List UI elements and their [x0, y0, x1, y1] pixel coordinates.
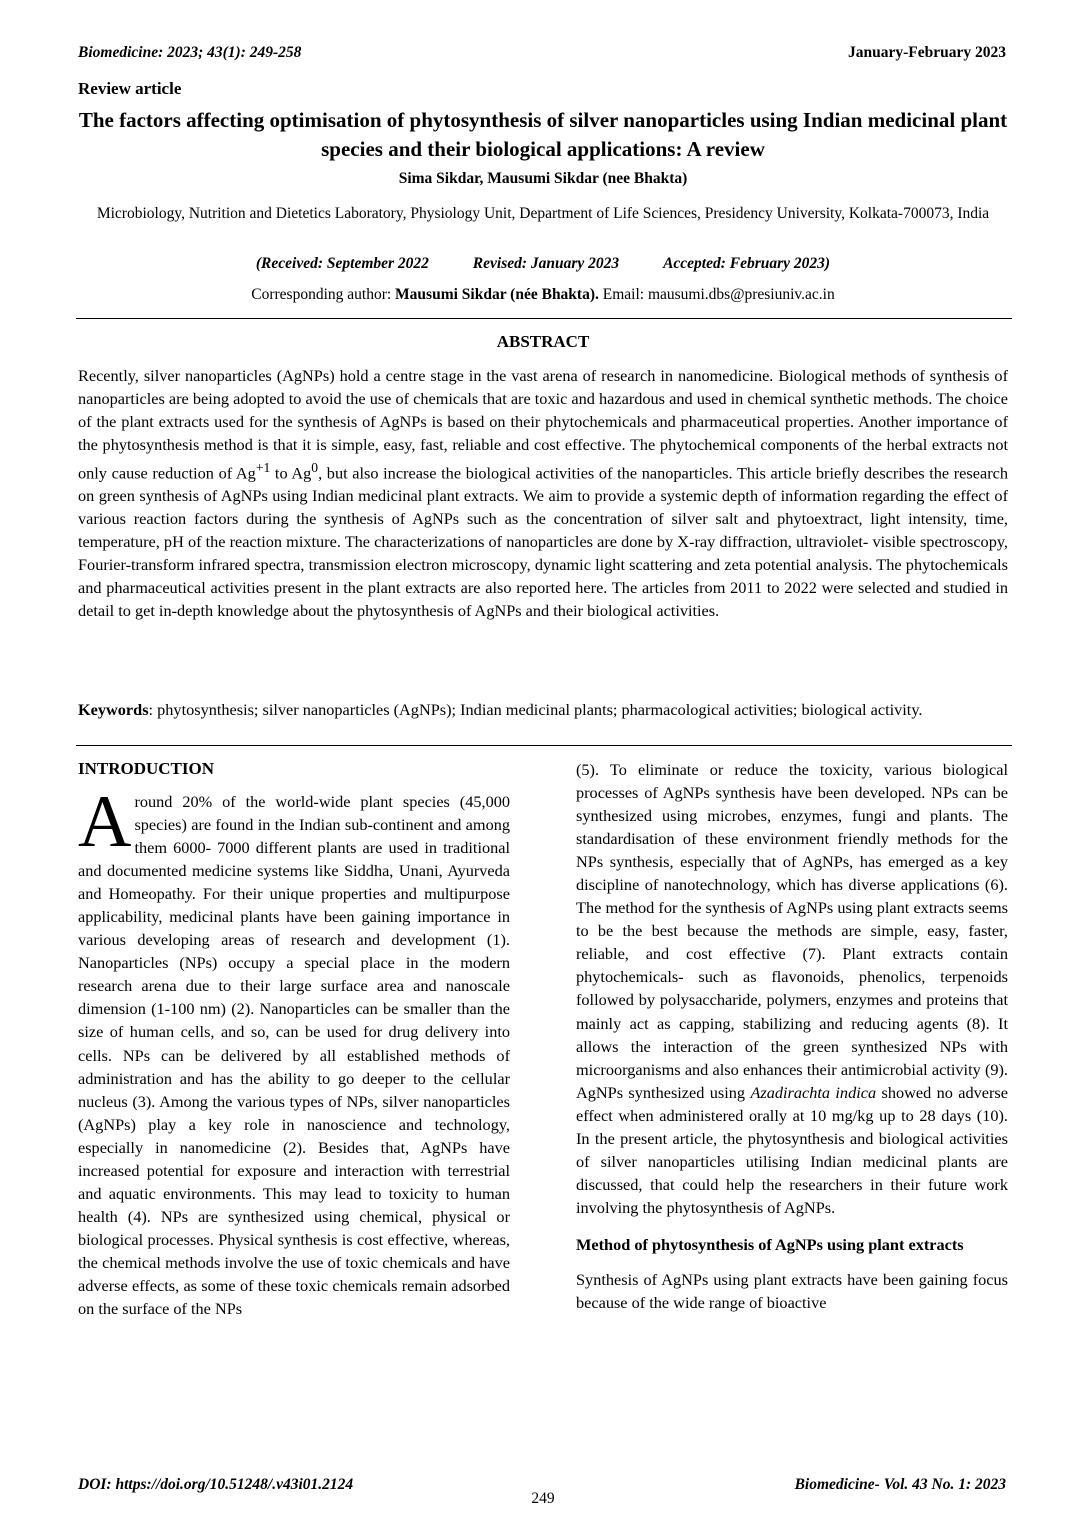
corresponding-label: Corresponding author: — [251, 286, 392, 303]
introduction-paragraph-right — [576, 758, 1008, 1219]
footer-doi[interactable]: DOI: https://doi.org/10.51248/.v43i01.2124 — [78, 1476, 354, 1493]
keywords-line — [78, 698, 1008, 721]
introduction-text-left: round 20% of the world-wide plant species (45,000 species) are found in the Indian sub-continent and among them 6000- 7000 different plants are used in traditional and documented medicine systems like Siddha, Unani, Ayurveda and Homeopathy. For their unique properties and multipurpose applicability, medicinal plants have been gaining importance in various developing areas of research and development (1). Nanoparticles (NPs) occupy a special place in the modern research arena due to their large surface area and nanoscale dimension (1-100 nm) (2). Nanoparticles can be smaller than the size of human cells, and so, can be used for drug delivery into cells. NPs can be delivered by all established methods of administration and has the ability to go deeper to the cellular nucleus (3). Among the various types of NPs, silver nanoparticles (AgNPs) play a key role in nanoscience and technology, especially in nanomedicine (2). Besides that, AgNPs have increased potential for exposure and interaction with terrestrial and aquatic environments. This may lead to toxicity to human health (4). NPs are synthesized using chemical, physical or biological processes. Physical synthesis is cost effective, whereas, the chemical methods involve the use of toxic chemicals and have adverse effects, as some of these toxic chemicals remain adsorbed on the surface of the NPs — [78, 792, 510, 1319]
author-list: Sima Sikdar, Mausumi Sikdar (nee Bhakta) — [398, 170, 688, 187]
divider-top — [76, 318, 1012, 319]
abstract-body — [78, 364, 1008, 622]
received-date: (Received: September 2022 — [255, 255, 429, 272]
accepted-date: Accepted: February 2023) — [663, 255, 831, 272]
left-column — [78, 758, 510, 1320]
keywords-label: Keywords — [78, 700, 149, 719]
introduction-text-right-1: (5). To eliminate or reduce the toxicity, various biological processes of AgNPs synthesis have been developed. NPs can be synthesized using microbes, enzymes, fungi and plants. The standardisation of these environment friendly methods for the NPs synthesis, especially that of AgNPs, has emerged as a key discipline of nanotechnology, which has diverse applications (6). The method for the synthesis of AgNPs using plant extracts seems to be the best because the methods are simple, easy, faster, reliable, and cost effective (7). Plant extracts contain phytochemicals- such as flavonoids, phenolics, terpenoids followed by polysaccharide, polymers, enzymes and proteins that mainly act as capping, stabilizing and reducing agents (8). It allows the interaction of the green synthesized NPs with microorganisms and also enhances their antimicrobial activity (9). AgNPs synthesized using — [576, 760, 1008, 1102]
corresponding-author — [78, 286, 1008, 304]
introduction-paragraph-left — [78, 781, 510, 1320]
author-affiliation: Microbiology, Nutrition and Dietetics Laboratory, Physiology Unit, Department of Life Sciences, Presidency University, Kolkata-700073, India — [96, 205, 990, 222]
divider-bottom — [76, 745, 1012, 746]
introduction-heading: INTRODUCTION — [78, 759, 215, 778]
abstract-superscript-2: 0 — [311, 460, 319, 475]
corresponding-name: Mausumi Sikdar (née Bhakta). — [395, 286, 599, 303]
introduction-text-right-2: showed no adverse effect when administered orally at 10 mg/kg up to 28 days (10). In the present article, the phytosynthesis and biological activities of silver nanoparticles utilising Indian medicinal plants are discussed, that could help the researchers in their future work involving the phytosynthesis of AgNPs. — [576, 1082, 1008, 1217]
species-name: Azadirachta indica — [750, 1082, 877, 1102]
right-column — [576, 758, 1008, 1314]
method-section-heading: Method of phytosynthesis of AgNPs using plant extracts — [576, 1234, 964, 1254]
keywords-text: : phytosynthesis; silver nanoparticles (AgNPs); Indian medicinal plants; pharmacological activities; biological activity. — [148, 700, 923, 719]
drop-cap: A — [78, 781, 132, 863]
abstract-text-2: to Ag — [270, 463, 312, 483]
footer-journal-volume: Biomedicine- Vol. 43 No. 1: 2023 — [794, 1476, 1006, 1493]
page-number: 249 — [531, 1490, 555, 1507]
abstract-superscript-1: +1 — [255, 460, 271, 475]
abstract-text-1: Recently, silver nanoparticles (AgNPs) hold a centre stage in the vast arena of research in nanomedicine. Biological methods of synthesis of nanoparticles are being adopted to avoid the use of chemicals that are toxic and hazardous and used in chemical synthetic methods. The choice of the plant extracts used for the synthesis of AgNPs is based on their phytochemicals and pharmaceutical properties. Another importance of the phytosynthesis method is that it is simple, easy, fast, reliable and cost effective. The phytochemical components of the herbal extracts not only cause reduction of Ag — [78, 366, 1008, 483]
running-header-journal-ref: Biomedicine: 2023; 43(1): 249-258 — [78, 44, 302, 61]
revised-date: Revised: January 2023 — [472, 255, 620, 272]
running-header-issue-date: January-February 2023 — [847, 44, 1006, 61]
abstract-text-3: , but also increase the biological activities of the nanoparticles. This article briefly describes the research on green synthesis of AgNPs using Indian medicinal plant extracts. We aim to provide a systemic depth of information regarding the effect of various reaction factors during the synthesis of AgNPs such as the concentration of silver salt and phytoextract, light intensity, time, temperature, pH of the reaction mixture. The characterizations of nanoparticles are done by X-ray diffraction, ultraviolet- visible spectroscopy, Fourier-transform infrared spectra, transmission electron microscopy, dynamic light scattering and zeta potential analysis. The phytochemicals and pharmaceutical activities present in the plant extracts are also reported here. The articles from 2011 to 2022 were selected and studied in detail to get in-depth knowledge about the phytosynthesis of AgNPs and their biological activities. — [78, 463, 1008, 621]
abstract-heading: ABSTRACT — [496, 332, 590, 351]
article-title: The factors affecting optimisation of phytosynthesis of silver nanoparticles using Indian medicinal plant species and their biological applications: A review — [78, 108, 1008, 161]
article-type-label: Review article — [78, 79, 182, 98]
submission-dates — [78, 255, 1008, 273]
method-section-text: Synthesis of AgNPs using plant extracts have been gaining focus because of the wide range of bioactive — [576, 1269, 1008, 1312]
corresponding-email[interactable]: Email: mausumi.dbs@presiuniv.ac.in — [602, 286, 835, 303]
